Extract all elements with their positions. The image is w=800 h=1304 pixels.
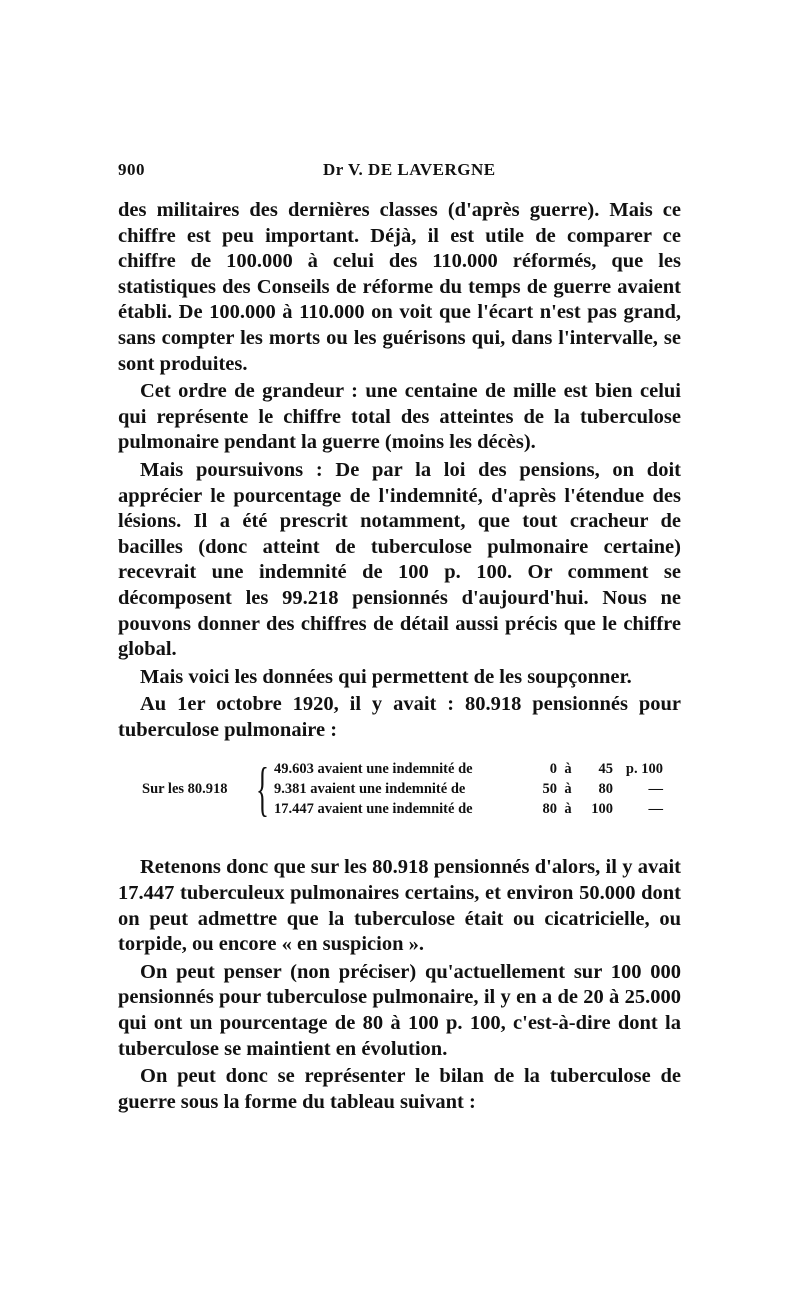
row-count-text: 9.381 avaient une indemnité de: [274, 781, 466, 798]
paragraph-4: Mais voici les données qui permettent de les soupçonner.: [140, 665, 632, 688]
table-row: [274, 799, 663, 819]
page-body: [118, 198, 681, 1115]
paragraph-1: des militaires des dernières classes (d'après guerre). Mais ce chiffre est peu important. Déjà, il est utile de comparer ce chiffre de 100.000 à celui des 110.000 réformés, que les statistiques des Conseils de réforme du temps de guerre avaient établi. De 100.000 à 110.000 on voit que l'écart n'est pas grand, sans compter les morts ou les guérisons qui, dans l'intervalle, se sont produites.: [118, 199, 681, 375]
row-a: à: [564, 801, 572, 818]
row-to: 80: [598, 781, 613, 798]
brace-glyph: {: [256, 756, 269, 823]
row-a: à: [564, 781, 572, 798]
paragraph-5: Au 1er octobre 1920, il y avait : 80.918 pensionnés pour tuberculose pulmonaire :: [118, 693, 681, 741]
row-to: 45: [598, 761, 613, 778]
paragraph-7: On peut penser (non préciser) qu'actuellement sur 100 000 pensionnés pour tuberculose pulmonaire, il y en a de 20 à 25.000 qui ont un pourcentage de 80 à 100 p. 100, c'est-à-dire dont la tuberculose se maintient en évolution.: [118, 960, 681, 1060]
row-a: à: [564, 761, 572, 778]
paragraph-6: Retenons donc que sur les 80.918 pensionnés d'alors, il y avait 17.447 tuberculeux pulmonaires certains, et environ 50.000 dont on peut admettre que la tuberculose était ou cicatricielle, ou torpide, ou encore « en suspicion ».: [118, 856, 681, 956]
row-from: 50: [542, 781, 557, 798]
row-count-text: 49.603 avaient une indemnité de: [274, 761, 473, 778]
row-to: 100: [591, 801, 613, 818]
table-label: Sur les 80.918: [142, 781, 228, 798]
table-rows: [274, 759, 663, 819]
row-unit: p. 100: [625, 761, 663, 778]
table-row: [274, 779, 663, 799]
row-from: 80: [542, 801, 557, 818]
row-unit: —: [648, 781, 663, 798]
running-head: Dr V. DE LAVERGNE: [323, 160, 496, 179]
row-count-text: 17.447 avaient une indemnité de: [274, 801, 473, 818]
row-unit: —: [648, 801, 663, 818]
paragraph-3: Mais poursuivons : De par la loi des pensions, on doit apprécier le pourcentage de l'indemnité, d'après l'étendue des lésions. Il a été prescrit notamment, que tout cracheur de bacilles (donc atteint de tuberculose pulmonaire certaine) recevrait une indemnité de 100 p. 100. Or comment se décomposent les 99.218 pensionnés d'aujourd'hui. Nous ne pouvons donner des chiffres de détail aussi précis que le chiffre global.: [118, 458, 681, 661]
paragraph-2: Cet ordre de grandeur : une centaine de mille est bien celui qui représente le chiffre total des atteintes de la tuberculose pulmonaire pendant la guerre (moins les décès).: [118, 380, 681, 454]
row-from: 0: [549, 761, 557, 778]
pension-breakdown-table: [118, 756, 681, 837]
page-number: 900: [118, 160, 145, 179]
paragraph-8: On peut donc se représenter le bilan de la tuberculose de guerre sous la forme du tableau suivant :: [118, 1065, 681, 1113]
table-row: [274, 759, 663, 779]
